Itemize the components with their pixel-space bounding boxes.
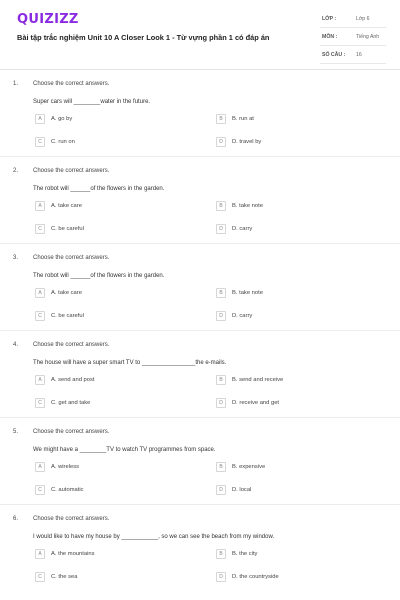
- option-text: A. take care: [51, 203, 82, 209]
- option-letter-box: B: [216, 549, 226, 559]
- option-text: C. automatic: [51, 487, 84, 493]
- question-stem: The robot will ______of the flowers in the garden.: [33, 273, 165, 279]
- option-letter-box: B: [216, 201, 226, 211]
- question-instruction: Choose the correct answers.: [33, 255, 110, 261]
- option-text: B. send and receive: [232, 377, 284, 383]
- option-letter-box: C: [35, 224, 45, 234]
- question-instruction: Choose the correct answers.: [33, 342, 110, 348]
- question-2: [0, 157, 400, 244]
- option-text: B. the city: [232, 551, 258, 557]
- meta-subject-label: MÔN :: [322, 34, 338, 40]
- option-letter-box: A: [35, 462, 45, 472]
- question-1: [0, 70, 400, 157]
- question-stem: The house will have a super smart TV to ________________the e-mails.: [33, 360, 227, 366]
- option-text: C. run on: [51, 139, 75, 145]
- option-letter-box: A: [35, 114, 45, 124]
- option-letter-box: B: [216, 375, 226, 385]
- meta-grade-value: Lớp 6: [356, 16, 370, 22]
- meta-grade-label: LỚP :: [322, 16, 337, 22]
- option-letter-box: B: [216, 114, 226, 124]
- option-text: C. be careful: [51, 313, 84, 319]
- option-text: D. receive and get: [232, 400, 280, 406]
- option-text: B. run at: [232, 116, 254, 122]
- question-6: [0, 505, 400, 592]
- quizizz-logo[interactable]: QUIZIZZ: [17, 12, 79, 27]
- option-letter-box: D: [216, 311, 226, 321]
- question-stem: I would like to have my house by ___________, so we can see the beach from my window.: [33, 534, 275, 540]
- worksheet-header: [0, 0, 400, 70]
- meta-subject-value: Tiếng Anh: [356, 34, 380, 40]
- option-letter-box: A: [35, 549, 45, 559]
- option-text: C. be careful: [51, 226, 84, 232]
- option-letter-box: D: [216, 137, 226, 147]
- question-stem: Super cars will ________water in the future.: [33, 99, 151, 105]
- question-instruction: Choose the correct answers.: [33, 168, 110, 174]
- question-instruction: Choose the correct answers.: [33, 516, 110, 522]
- option-letter-box: D: [216, 485, 226, 495]
- option-letter-box: D: [216, 398, 226, 408]
- meta-subject: [320, 28, 386, 46]
- option-text: A. go by: [51, 116, 73, 122]
- meta-question-count-value: 16: [356, 52, 362, 58]
- option-text: D. the countryside: [232, 574, 279, 580]
- question-instruction: Choose the correct answers.: [33, 81, 110, 87]
- question-5: [0, 418, 400, 505]
- option-text: D. local: [232, 487, 252, 493]
- question-instruction: Choose the correct answers.: [33, 429, 110, 435]
- option-text: A. send and post: [51, 377, 95, 383]
- option-text: B. expensive: [232, 464, 266, 470]
- option-letter-box: A: [35, 201, 45, 211]
- option-text: B. take note: [232, 290, 263, 296]
- option-letter-box: D: [216, 224, 226, 234]
- option-text: D. carry: [232, 313, 253, 319]
- option-letter-box: C: [35, 311, 45, 321]
- question-stem: The robot will ______of the flowers in the garden.: [33, 186, 165, 192]
- meta-grade: [320, 10, 386, 28]
- question-number: 3.: [13, 255, 19, 261]
- question-stem: We might have a ________TV to watch TV programmes from space.: [33, 447, 216, 453]
- option-letter-box: D: [216, 572, 226, 582]
- question-number: 2.: [13, 168, 19, 174]
- option-text: A. wireless: [51, 464, 80, 470]
- question-number: 4.: [13, 342, 19, 348]
- option-text: C. the sea: [51, 574, 78, 580]
- option-text: D. travel by: [232, 139, 262, 145]
- option-text: C. get and take: [51, 400, 91, 406]
- option-letter-box: C: [35, 485, 45, 495]
- option-letter-box: A: [35, 288, 45, 298]
- option-letter-box: C: [35, 137, 45, 147]
- meta-question-count: [320, 46, 386, 64]
- question-3: [0, 244, 400, 331]
- option-letter-box: B: [216, 288, 226, 298]
- option-text: D. carry: [232, 226, 253, 232]
- meta-question-count-label: SỐ CÂU :: [322, 52, 346, 58]
- option-text: B. take note: [232, 203, 263, 209]
- option-letter-box: B: [216, 462, 226, 472]
- worksheet-title: Bài tập trắc nghiệm Unit 10 A Closer Look 1 - Từ vựng phần 1 có đáp án: [17, 33, 270, 42]
- option-text: A. the mountains: [51, 551, 95, 557]
- question-number: 5.: [13, 429, 19, 435]
- question-number: 6.: [13, 516, 19, 522]
- option-text: A. take care: [51, 290, 82, 296]
- option-letter-box: C: [35, 572, 45, 582]
- question-4: [0, 331, 400, 418]
- option-letter-box: A: [35, 375, 45, 385]
- question-number: 1.: [13, 81, 19, 87]
- option-letter-box: C: [35, 398, 45, 408]
